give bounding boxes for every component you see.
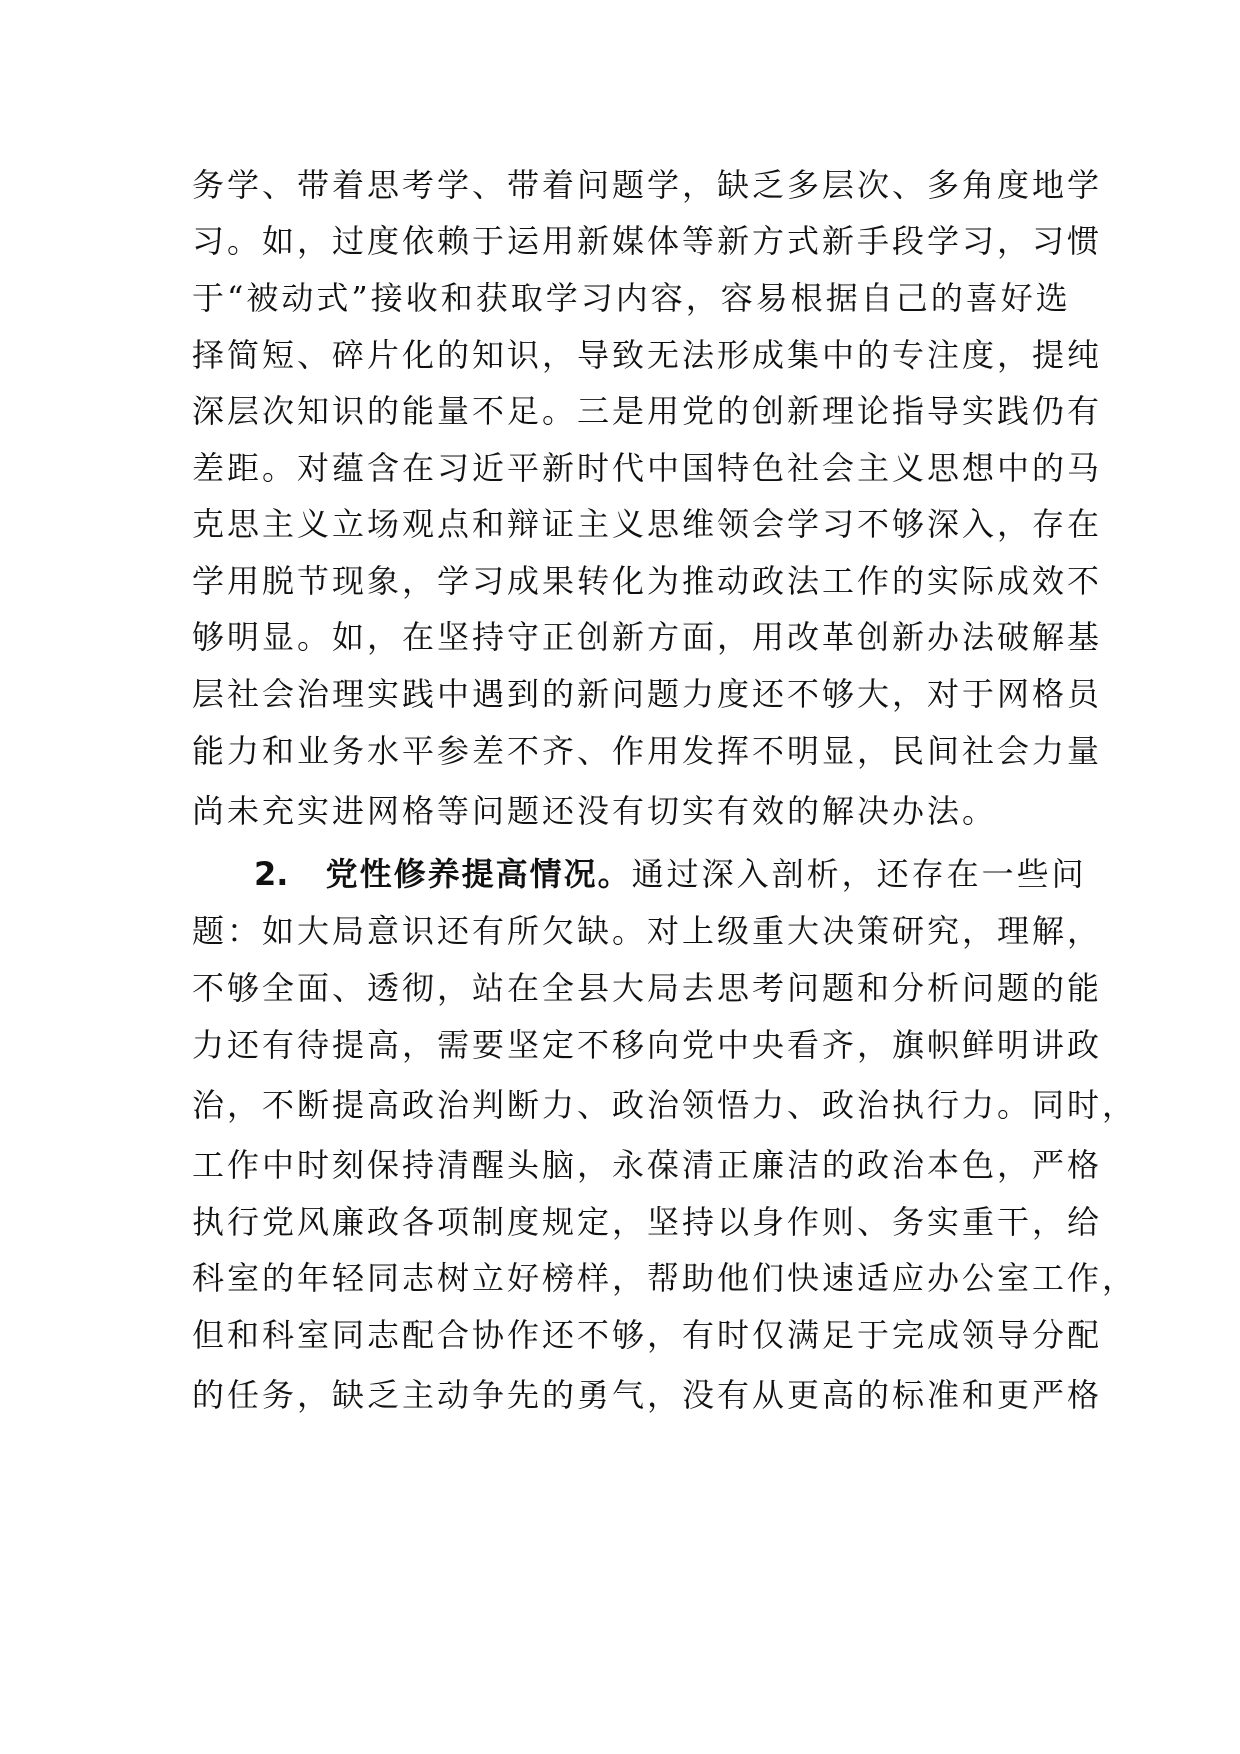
paragraph1-line: 克思主义立场观点和辩证主义思维领会学习不够深入，存在 [192, 505, 1103, 543]
paragraph2-line: 治，不断提高政治判断力、政治领悟力、政治执行力。同时， [192, 1086, 1138, 1124]
paragraph1-line: 尚未充实进网格等问题还没有切实有效的解决办法。 [192, 792, 998, 830]
section-number: 2. [254, 855, 289, 893]
paragraph1-line: 够明显。如，在坚持守正创新方面，用改革创新办法破解基 [192, 618, 1103, 656]
paragraph1-line: 深层次知识的能量不足。三是用党的创新理论指导实践仍有 [192, 392, 1103, 430]
paragraph2-line: 的任务，缺乏主动争先的勇气，没有从更高的标准和更严格 [192, 1376, 1103, 1414]
paragraph2-line: 执行党风廉政各项制度规定，坚持以身作则、务实重干，给 [192, 1203, 1103, 1241]
paragraph1-line: 务学、带着思考学、带着问题学，缺乏多层次、多角度地学 [192, 166, 1103, 204]
paragraph1-line: 层社会治理实践中遇到的新问题力度还不够大，对于网格员 [192, 675, 1103, 713]
paragraph2-line: 但和科室同志配合协作还不够，有时仅满足于完成领导分配 [192, 1316, 1103, 1354]
paragraph2-line: 科室的年轻同志树立好榜样，帮助他们快速适应办公室工作， [192, 1259, 1138, 1297]
paragraph2-first-line-text: 通过深入剖析，还存在一些问 [631, 855, 1087, 893]
paragraph2-line: 工作中时刻保持清醒头脑，永葆清正廉洁的政治本色，严格 [192, 1146, 1103, 1184]
paragraph2-line: 不够全面、透彻，站在全县大局去思考问题和分析问题的能 [192, 969, 1103, 1007]
paragraph1-line: 习。如，过度依赖于运用新媒体等新方式新手段学习，习惯 [192, 222, 1103, 260]
paragraph2-line: 力还有待提高，需要坚定不移向党中央看齐，旗帜鲜明讲政 [192, 1026, 1103, 1064]
paragraph1-line: 于“被动式”接收和获取学习内容，容易根据自己的喜好选 [192, 279, 1071, 317]
section-title: 党性修养提高情况。 [325, 855, 632, 893]
paragraph1-line: 学用脱节现象，学习成果转化为推动政法工作的实际成效不 [192, 562, 1103, 600]
paragraph2-line: 题：如大局意识还有所欠缺。对上级重大决策研究，理解， [192, 912, 1103, 950]
paragraph1-line: 差距。对蕴含在习近平新时代中国特色社会主义思想中的马 [192, 449, 1103, 487]
paragraph2-first-line [254, 854, 1087, 894]
paragraph1-line: 能力和业务水平参差不齐、作用发挥不明显，民间社会力量 [192, 732, 1103, 770]
paragraph1-line: 择简短、碎片化的知识，导致无法形成集中的专注度，提纯 [192, 336, 1103, 374]
